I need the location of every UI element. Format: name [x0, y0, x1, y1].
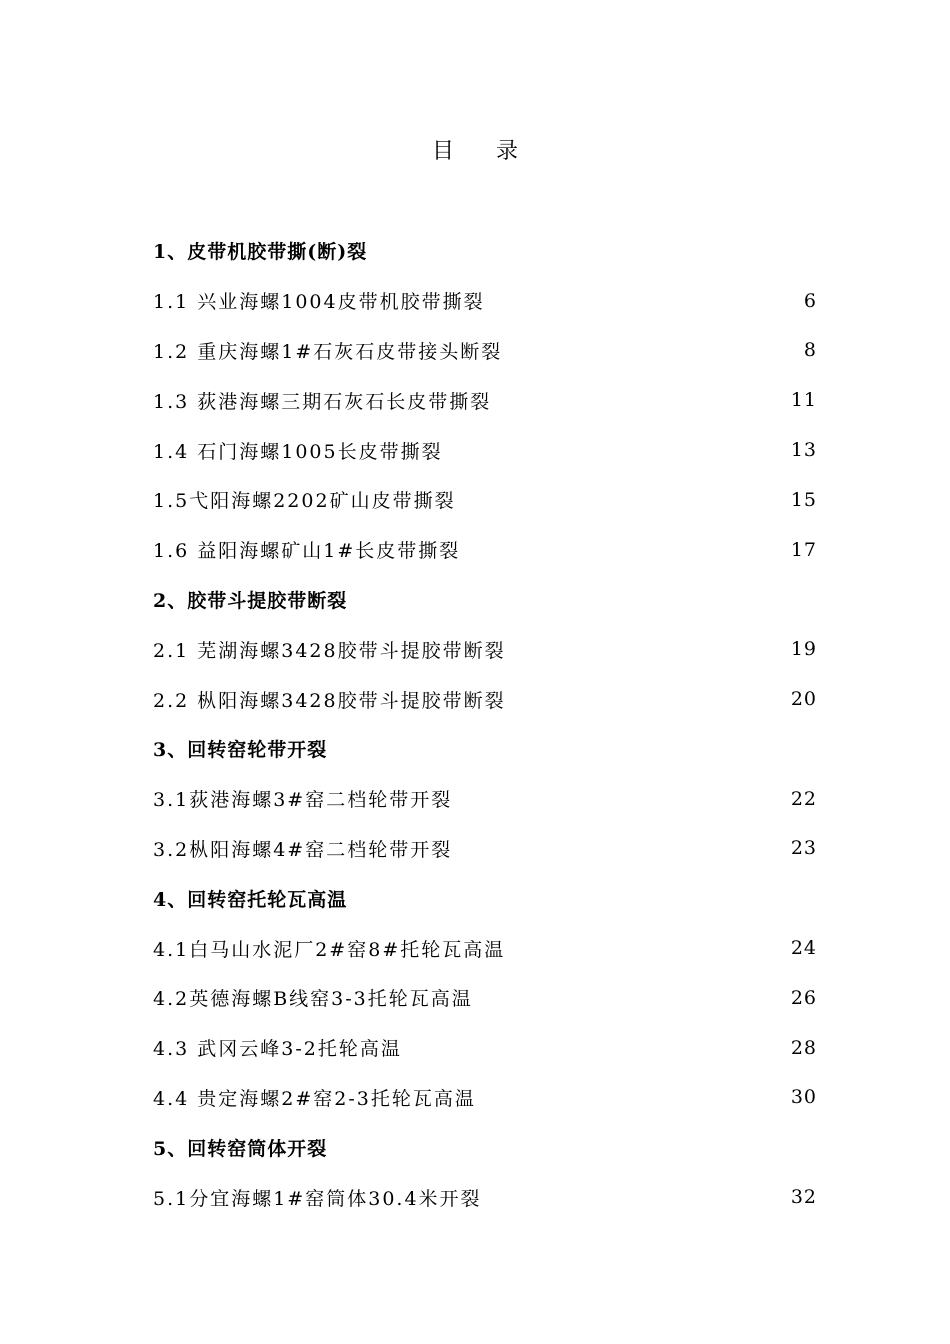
toc-section-heading	[153, 1122, 817, 1172]
toc-page-number: 20	[790, 688, 817, 711]
toc-entry	[153, 475, 817, 525]
toc-entry	[153, 1073, 817, 1123]
toc-section-title: 2、胶带斗提胶带断裂	[153, 589, 348, 612]
toc-page-number: 22	[790, 787, 817, 810]
toc-entry-title: 3.1荻港海螺3#窑二档轮带开裂	[153, 789, 453, 812]
toc-section-title: 5、回转窑筒体开裂	[153, 1137, 328, 1160]
toc-entry	[153, 425, 817, 475]
toc-section-title: 1、皮带机胶带撕(断)裂	[153, 241, 368, 264]
toc-page-number: 28	[790, 1036, 817, 1059]
toc-page-number: 26	[790, 986, 817, 1009]
toc-page-number: 11	[790, 389, 817, 412]
toc-page-number: 30	[790, 1086, 817, 1109]
toc-entry	[153, 276, 817, 326]
toc-entry	[153, 1172, 817, 1222]
toc-page-number: 15	[790, 488, 817, 511]
toc-page-number: 6	[803, 289, 817, 312]
toc-entry	[153, 973, 817, 1023]
toc-page-number: 13	[790, 439, 817, 462]
toc-entry	[153, 624, 817, 674]
toc-page-number: 17	[790, 538, 817, 561]
toc-entry	[153, 375, 817, 425]
toc-entry	[153, 674, 817, 724]
toc-entry-title: 1.3 荻港海螺三期石灰石长皮带撕裂	[153, 390, 492, 413]
toc-section-heading	[153, 724, 817, 774]
toc-section-title: 3、回转窑轮带开裂	[153, 739, 328, 762]
toc-entry	[153, 525, 817, 575]
toc-entry-title: 1.4 石门海螺1005长皮带撕裂	[153, 440, 443, 463]
toc-entry-title: 4.4 贵定海螺2#窑2-3托轮瓦高温	[153, 1087, 476, 1110]
toc-page-number: 32	[790, 1186, 817, 1209]
toc-entry	[153, 1023, 817, 1073]
toc-section-title: 4、回转窑托轮瓦高温	[153, 888, 348, 911]
toc-entry-title: 4.2英德海螺B线窑3-3托轮瓦高温	[153, 988, 473, 1011]
table-of-contents	[153, 226, 817, 1222]
toc-section-heading	[153, 873, 817, 923]
toc-entry-title: 1.1 兴业海螺1004皮带机胶带撕裂	[153, 291, 485, 314]
toc-section-heading	[153, 226, 817, 276]
toc-entry	[153, 326, 817, 376]
toc-entry-title: 1.5弋阳海螺2202矿山皮带撕裂	[153, 490, 456, 513]
toc-entry-title: 1.6 益阳海螺矿山1#长皮带撕裂	[153, 540, 461, 563]
toc-entry-title: 2.1 芜湖海螺3428胶带斗提胶带断裂	[153, 639, 506, 662]
toc-entry	[153, 824, 817, 874]
toc-section-heading	[153, 575, 817, 625]
toc-page-number: 23	[790, 837, 817, 860]
toc-entry-title: 5.1分宜海螺1#窑筒体30.4米开裂	[153, 1187, 482, 1210]
toc-page-number: 19	[790, 638, 817, 661]
toc-entry	[153, 923, 817, 973]
toc-entry-title: 4.3 武冈云峰3-2托轮高温	[153, 1038, 402, 1061]
toc-page-number: 24	[790, 937, 817, 960]
toc-entry	[153, 774, 817, 824]
toc-entry-title: 4.1白马山水泥厂2#窑8#托轮瓦高温	[153, 938, 506, 961]
toc-page-number: 8	[803, 339, 817, 362]
toc-entry-title: 3.2枞阳海螺4#窑二档轮带开裂	[153, 838, 453, 861]
toc-entry-title: 1.2 重庆海螺1#石灰石皮带接头断裂	[153, 340, 503, 363]
toc-entry-title: 2.2 枞阳海螺3428胶带斗提胶带断裂	[153, 689, 506, 712]
page-title: 目录	[431, 139, 560, 164]
